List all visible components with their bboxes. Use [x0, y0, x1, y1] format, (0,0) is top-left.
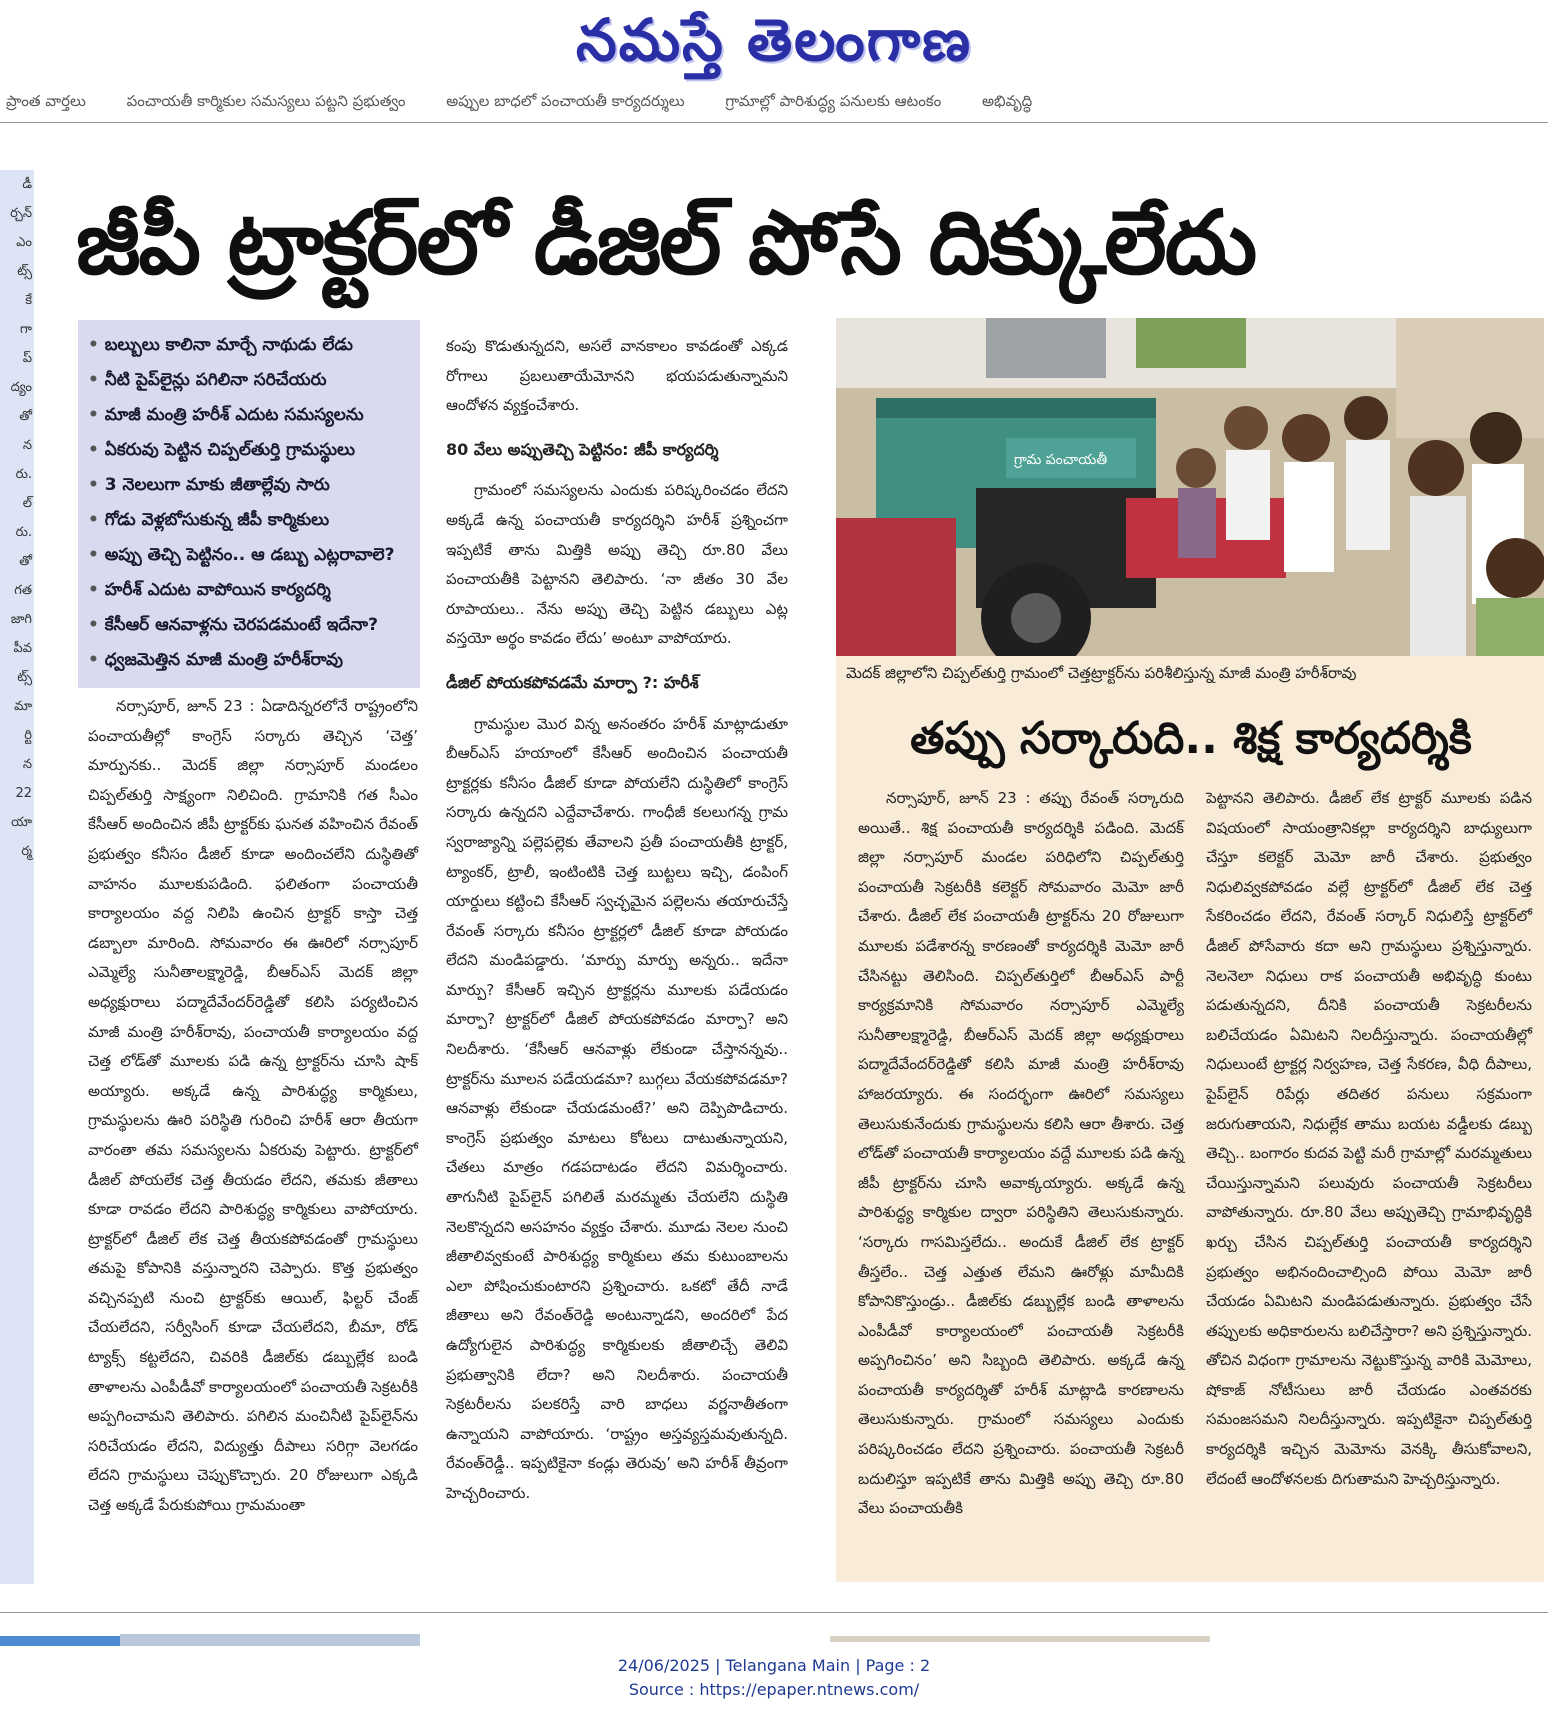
- news-photo: [836, 318, 1544, 656]
- strip-fragment: రు.: [15, 525, 32, 540]
- body-paragraph: నర్సాపూర్, జూన్ 23 : తప్పు రేవంత్ సర్కారుది అయితే.. శిక్ష పంచాయతీ కార్యదర్శికి పడింది. మెదక్ జిల్లా నర్సాపూర్ మండల పరిధిలోని చిప్పల్‌తుర్తి పంచాయతీ సెక్రటరీకి కలెక్టర్ సోమవారం మెమో జారీ చేశారు. డీజిల్ లేక పంచాయతీ ట్రాక్టర్‌ను 20 రోజులుగా మూలకు పడేశారన్న కారణంతో కార్యదర్శికి మెమో జారీ చేసినట్టు తెలిసింది. చిప్పల్‌తుర్తిలో బీఆర్ఎస్ పార్టీ కార్యక్రమానికి సోమవారం నర్సాపూర్ ఎమ్మెల్యే సునీతాలక్ష్మారెడ్డి, బీఆర్ఎస్ మెదక్ జిల్లా అధ్యక్షురాలు పద్మాదేవేందర్‌రెడ్డితో కలిసి మాజీ మంత్రి హరీశ్‌రావు హాజరయ్యారు. ఈ సందర్భంగా ఊరిలో సమస్యలు తెలుసుకునేందుకు గ్రామస్థులను కలిసి ఆరా తీశారు. చెత్త లోడ్‌తో పంచాయతీ కార్యాలయం వద్దే మూలకు పడి ఉన్న జీపీ ట్రాక్టర్‌ను చూసి అవాక్కయ్యారు. అక్కడే ఉన్న పారిశుద్ధ్య కార్మికుల ద్వారా పరిస్థితిని తెలుసుకున్నారు. ‘సర్కారు గాసమిస్తలేదు.. అందుకే డీజిల్ లేక ట్రాక్టర్ తీస్తలేం.. చెత్త ఎత్తుత లేమని ఊరోళ్లు మామీదికి కోపానికొస్తుండ్రు.. డీజిల్‌కు డబ్బుల్లేక బండి తాళాలను ఎంపీడీవో కార్యాలయంలో పంచాయతీ సెక్రటరీకి అప్పగించినం’ అని సిబ్బంది తెలిపారు. అక్కడే ఉన్న పంచాయతీ కార్యదర్శితో హరీశ్ మాట్లాడి కారణాలను తెలుసుకున్నారు. గ్రామంలో సమస్యలు ఎందుకు పరిష్కరించడం లేదని ప్రశ్నించారు. పంచాయతీ సెక్రటరీ బదులిస్తూ ఇప్పటికే తాను మిత్తికి అప్పు తెచ్చి రూ.80 వేలు పంచాయతీకి: [858, 789, 1184, 1518]
- strip-fragment: ట్స్: [17, 670, 32, 685]
- strip-fragment: మా: [14, 699, 32, 714]
- tractor-scene-illustration: [836, 318, 1544, 656]
- highlight-item: • ధ్వజమెత్తిన మాజీ మంత్రి హరీశ్‌రావు: [88, 643, 412, 678]
- strip-fragment: డీ: [22, 177, 32, 192]
- strip-fragment: రు.: [15, 467, 32, 482]
- highlights-box: [78, 320, 420, 688]
- photo-caption: మెదక్ జిల్లాలోని చిప్పల్‌తుర్తి గ్రామంలో చెత్తట్రాక్టర్‌ను పరిశీలిస్తున్న మాజీ మంత్రి హరీశ్‌రావు: [846, 664, 1357, 682]
- strip-fragment: 22: [15, 786, 32, 801]
- strip-fragment: తో: [19, 554, 32, 569]
- highlight-item: • బల్బులు కాలినా మార్చే నాథుడు లేడు: [88, 328, 412, 363]
- preview-strip-graphic: [0, 1630, 1548, 1646]
- sidebar-column-2: [1206, 784, 1532, 1494]
- strip-fragment: న: [22, 757, 32, 772]
- teaser-strip: [0, 86, 1548, 123]
- adjacent-article-strip: [0, 170, 34, 1584]
- subheading: 80 వేలు అప్పుతెచ్చి పెట్టినం: జీపీ కార్యదర్శి: [446, 439, 719, 459]
- strip-fragment: ప్: [22, 351, 32, 366]
- teaser-item: అప్పుల బాధలో పంచాయతీ కార్యదర్శులు: [446, 92, 685, 110]
- strip-fragment: ర్టి: [24, 728, 32, 743]
- strip-fragment: కే: [25, 293, 32, 308]
- next-article-preview: [0, 1630, 1548, 1646]
- subheading: డీజిల్ పోయకపోవడమే మార్పా ?: హరీశ్: [446, 672, 699, 692]
- strip-fragment: పీవ: [13, 641, 32, 656]
- strip-fragment: ర్మ: [21, 844, 32, 859]
- highlight-item: • కేసీఆర్ ఆనవాళ్లను చెరపడమంటే ఇదేనా?: [88, 608, 412, 643]
- highlight-item: • 3 నెలలుగా మాకు జీతాల్లేవు సారు: [88, 468, 412, 503]
- body-paragraph: గ్రామస్థుల మొర విన్న అనంతరం హరీశ్ మాట్లాడుతూ బీఆర్ఎస్ హయాంలో కేసీఆర్ అందించిన పంచాయతీ ట్రాక్టర్లకు కనీసం డీజిల్ కూడా పోయలేని దుస్థితిలో కాంగ్రెస్ సర్కారు ఉన్నదని ఎద్దేవాచేశారు. గాంధీజీ కలలుగన్న గ్రామ స్వరాజ్యాన్ని పల్లెపల్లెకు తేవాలని ప్రతీ పంచాయతీకి ట్రాక్టర్, ట్యాంకర్, ట్రాలీ, ఇంటింటికి చెత్త బుట్టలు ఇచ్చి, డంపింగ్ యార్డులు కట్టించి కేసీఆర్ స్వచ్ఛమైన పల్లెలను తయారుచేస్తే రేవంత్ సర్కారు కనీసం ట్రాక్టర్లలో డీజిల్ కూడా పోయడం లేదని మండిపడ్డారు. ‘మార్పు మార్పు అన్నరు.. ఇదేనా మార్పు? కేసీఆర్ ఇచ్చిన ట్రాక్టర్లను మూలకు పడేయడం మార్పా? ట్రాక్టర్‌లో డీజిల్ పోయకపోవడం మార్పా? అని నిలదీశారు. ‘కేసీఆర్ ఆనవాళ్లు లేకుండా చేస్తానన్నవు.. ట్రాక్టర్‌ను మూలన పడేయడమా? బుగ్గలు వేయకపోవడమా? ఆనవాళ్లు లేకుండా చేయడమంటే?’ అని దెప్పిపొడిచారు. కాంగ్రెస్ ప్రభుత్వం మాటలు కోటలు దాటుతున్నాయని, చేతలు మాత్రం గడపదాటడం లేదని విమర్శించారు. తాగునీటి పైప్‌లైన్ పగిలితే మరమ్మతు చేయలేని దుస్థితి నెలకొన్నదని అసహనం వ్యక్తం చేశారు. మూడు నెలల నుంచి జీతాలివ్వకుంటే పారిశుద్ధ్య కార్మికులు తమ కుటుంబాలను ఎలా పోషించుకుంటారని ప్రశ్నించారు. ఒకటో తేదీ నాడే జీతాలు అని రేవంత్‌రెడ్డి అంటున్నాడని, అందరిలో పేద ఉద్యోగులైన పారిశుద్ధ్య కార్మికులకు జీతాలిచ్చే తెలివి ప్రభుత్వానికి లేదా? అని నిలదీశారు. పంచాయతీ సెక్రటరీలను పలకరిస్తే వారి బాధలు వర్ణనాతీతంగా ఉన్నాయని వాపోయారు. ‘రాష్ట్రం అస్తవ్యస్తమవుతున్నది. రేవంత్‌రెడ్డీ.. ఇప్పటికైనా కండ్లు తెరువు’ అని హరీశ్ తీవ్రంగా హెచ్చరించారు.: [446, 714, 788, 1502]
- highlight-item: • మాజీ మంత్రి హరీశ్ ఎదుట సమస్యలను: [88, 398, 412, 433]
- strip-fragment: జాగి: [10, 612, 32, 627]
- sidebar-headline: తప్పు సర్కారుది.. శిక్ష కార్యదర్శికి: [910, 713, 1472, 764]
- trailer-sign-text: గ్రామ పంచాయతీ: [1014, 452, 1108, 468]
- strip-fragment: గత: [14, 583, 32, 598]
- strip-fragment: ట్స్: [17, 264, 32, 279]
- article-headline: జీపీ ట్రాక్టర్‌లో డీజిల్ పోసే దిక్కులేదు: [76, 191, 1256, 294]
- article-column-1: [88, 692, 418, 1521]
- strip-fragment: తో: [19, 409, 32, 424]
- highlight-item: • అప్పు తెచ్చి పెట్టినం.. ఆ డబ్బు ఎట్లరావాలె?: [88, 538, 412, 573]
- highlight-item: • నీటి పైప్‌లైన్లు పగిలినా సరిచేయరు: [88, 363, 412, 398]
- edition-info: 24/06/2025 | Telangana Main | Page : 2: [617, 1656, 931, 1675]
- teaser-item: అభివృద్ధి: [982, 92, 1033, 110]
- teaser-item: పంచాయతీ కార్మికుల సమస్యలు పట్టని ప్రభుత్వం: [126, 92, 406, 110]
- teaser-item: ప్రాంత వార్తలు: [6, 92, 86, 110]
- strip-fragment: ల్: [22, 496, 32, 511]
- page-divider: [0, 1612, 1548, 1613]
- body-paragraph: పెట్టానని తెలిపారు. డీజిల్ లేక ట్రాక్టర్ మూలకు పడిన విషయంలో సాయంత్రానికల్లా కార్యదర్శిని బాధ్యులుగా చేస్తూ కలెక్టర్ మెమో జారీ చేశారు. ప్రభుత్వం నిధులివ్వకపోవడం వల్లే ట్రాక్టర్‌లో డీజిల్ లేక చెత్త సేకరించడం లేదని, రేవంత్ సర్కార్ నిధులిస్తే ట్రాక్టర్‌లో డీజిల్ పోసేవారు కదా అని గ్రామస్థులు ప్రశ్నిస్తున్నారు. నెలనెలా నిధులు రాక పంచాయతీ అభివృద్ధి కుంటు పడుతున్నదని, దీనికి పంచాయతీ సెక్రటరీలను బలిచేయడం ఏమిటని నిలదీస్తున్నారు. పంచాయతీల్లో నిధులుంటే ట్రాక్టర్ల నిర్వహణ, చెత్త సేకరణ, వీధి దీపాలు, పైప్‌లైన్ రిపేర్లు తదితర పనులు సక్రమంగా జరుగుతాయని, నిధుల్లేక తాము బయట వడ్డీలకు డబ్బు తెచ్చి.. బంగారం కుదవ పెట్టి మరీ గ్రామాల్లో మరమ్మతులు చేయిస్తున్నామని పలువురు పంచాయతీ సెక్రటరీలు వాపోతున్నారు. రూ.80 వేలు అప్పుతెచ్చి గ్రామాభివృద్ధికి ఖర్చు చేసిన చిప్పల్‌తుర్తి పంచాయతీ కార్యదర్శిని ప్రభుత్వం అభినందించాల్సింది పోయి మెమో జారీ చేయడం ఏమిటని మండిపడుతున్నారు. ప్రభుత్వం చేసే తప్పులకు అధికారులను బలిచేస్తారా? అని ప్రశ్నిస్తున్నారు. తోచిన విధంగా గ్రామాలను నెట్టుకొస్తున్న వారికి మెమోలు, షోకాజ్ నోటీసులు జారీ చేయడం ఎంతవరకు సమంజసమని నిలదీస్తున్నారు. ఇప్పటికైనా చిప్పల్‌తుర్తి కార్యదర్శికి ఇచ్చిన మెమోను వెనక్కి తీసుకోవాలని, లేదంటే ఆందోళనలకు దిగుతామని హెచ్చరిస్తున్నారు.: [1206, 789, 1532, 1488]
- teaser-item: గ్రామాల్లో పారిశుద్ధ్య పనులకు ఆటంకం: [725, 92, 942, 110]
- article-column-2: [446, 332, 788, 1509]
- masthead-logo: నమస్తే తెలంగాణ: [576, 6, 972, 74]
- body-paragraph: నర్సాపూర్, జూన్ 23 : ఏడాదిన్నరలోనే రాష్ట్రంలోని పంచాయతీల్లో కాంగ్రెస్ సర్కారు తెచ్చిన ‘చెత్త’ మార్పునకు.. మెదక్ జిల్లా నర్సాపూర్ మండలం చిప్పల్‌తుర్తి సాక్ష్యంగా నిలిచింది. గ్రామానికి గత సీఎం కేసీఆర్ అందించిన జీపీ ట్రాక్టర్‌కు ఘనత వహించిన రేవంత్ ప్రభుత్వం కనీసం డీజిల్ కూడా అందించలేని దుస్థితితో వాహనం మూలకుపడింది. ఫలితంగా పంచాయతీ కార్యాలయం వద్ద నిలిపి ఉంచిన ట్రాక్టర్ కాస్తా చెత్త డబ్బాలా మారింది. సోమవారం ఈ ఊరిలో నర్సాపూర్ ఎమ్మెల్యే సునీతాలక్ష్మారెడ్డి, బీఆర్ఎస్ మెదక్ జిల్లా అధ్యక్షురాలు పద్మాదేవేందర్‌రెడ్డితో కలిసి పర్యటించిన మాజీ మంత్రి హరీశ్‌రావు, పంచాయతీ కార్యాలయం వద్ద చెత్త లోడ్‌తో మూలకు పడి ఉన్న ట్రాక్టర్‌ను చూసి షాక్ అయ్యారు. అక్కడే ఉన్న పారిశుద్ధ్య కార్మికులు, గ్రామస్థులను ఊరి పరిస్థితి గురించి హరీశ్ ఆరా తీయగా వారంతా తమ సమస్యలను ఏకరువు పెట్టారు. ట్రాక్టర్‌లో డీజిల్ పోయలేక చెత్త తీయడం లేదని, తమకు జీతాలు కూడా రావడం లేదని పారిశుద్ధ్య కార్మికులు వాపోయారు. ట్రాక్టర్‌లో డీజిల్ లేక చెత్త తీయకపోవడంతో గ్రామస్థులు తమపై కోపానికి వస్తున్నారని చెప్పారు. కొత్త ప్రభుత్వం వచ్చినప్పటి నుంచి ట్రాక్టర్‌కు ఆయిల్, ఫిల్టర్ చేంజ్ చేయలేదని, సర్వీసింగ్ కూడా చేయలేదని, బీమా, రోడ్ ట్యాక్స్ కట్టలేదని, చివరికి డీజిల్‌కు డబ్బుల్లేక బండి తాళాలను ఎంపీడీవో కార్యాలయంలో పంచాయతీ సెక్రటరీకి అప్పగించామని తెలిపారు. పగిలిన మంచినీటి పైప్‌లైన్‌ను సరిచేయడం లేదని, విద్యుత్తు దీపాలు సరిగ్గా వెలగడం లేదని గ్రామస్థులు చెప్పుకొచ్చారు. 20 రోజులుగా ఎక్కడి చెత్త అక్కడే పేరుకుపోయి గ్రామమంతా: [88, 697, 418, 1515]
- body-paragraph: కంపు కొడుతున్నదని, అసలే వానకాలం కావడంతో ఎక్కడ రోగాలు ప్రబలుతాయేమోనని భయపడుతున్నామని ఆందోళన వ్యక్తంచేశారు.: [446, 337, 788, 415]
- highlight-item: • హరీశ్ ఎదుట వాపోయిన కార్యదర్శి: [88, 573, 412, 608]
- strip-fragment: ఎం: [16, 235, 32, 250]
- strip-fragment: న: [22, 438, 32, 453]
- strip-fragment: గా: [20, 322, 32, 337]
- highlight-item: • ఏకరువు పెట్టిన చిప్పల్‌తుర్తి గ్రామస్థులు: [88, 433, 412, 468]
- body-paragraph: గ్రామంలో సమస్యలను ఎందుకు పరిష్కరించడం లేదని అక్కడే ఉన్న పంచాయతీ కార్యదర్శిని హరీశ్ ప్రశ్నించగా ఇప్పటికే తాను మిత్తికి అప్పు తెచ్చి రూ.80 వేలు పంచాయతీకి పెట్టానని తెలిపారు. ‘నా జీతం 30 వేల రూపాయలు.. నేను అప్పు తెచ్చి పెట్టిన డబ్బులు ఎట్ల వస్తయో అర్థం కావడం లేదు’ అంటూ వాపోయారు.: [446, 481, 788, 648]
- source-link[interactable]: Source : https://epaper.ntnews.com/: [628, 1680, 920, 1699]
- strip-fragment: ర్చన్: [10, 206, 32, 221]
- sidebar-column-1: [858, 784, 1184, 1524]
- strip-fragment: ద్యం: [10, 380, 32, 395]
- highlight-item: • గోడు వెళ్లబోసుకున్న జీపీ కార్మికులు: [88, 503, 412, 538]
- page-footer: [0, 1654, 1548, 1702]
- strip-fragment: యా: [11, 815, 32, 830]
